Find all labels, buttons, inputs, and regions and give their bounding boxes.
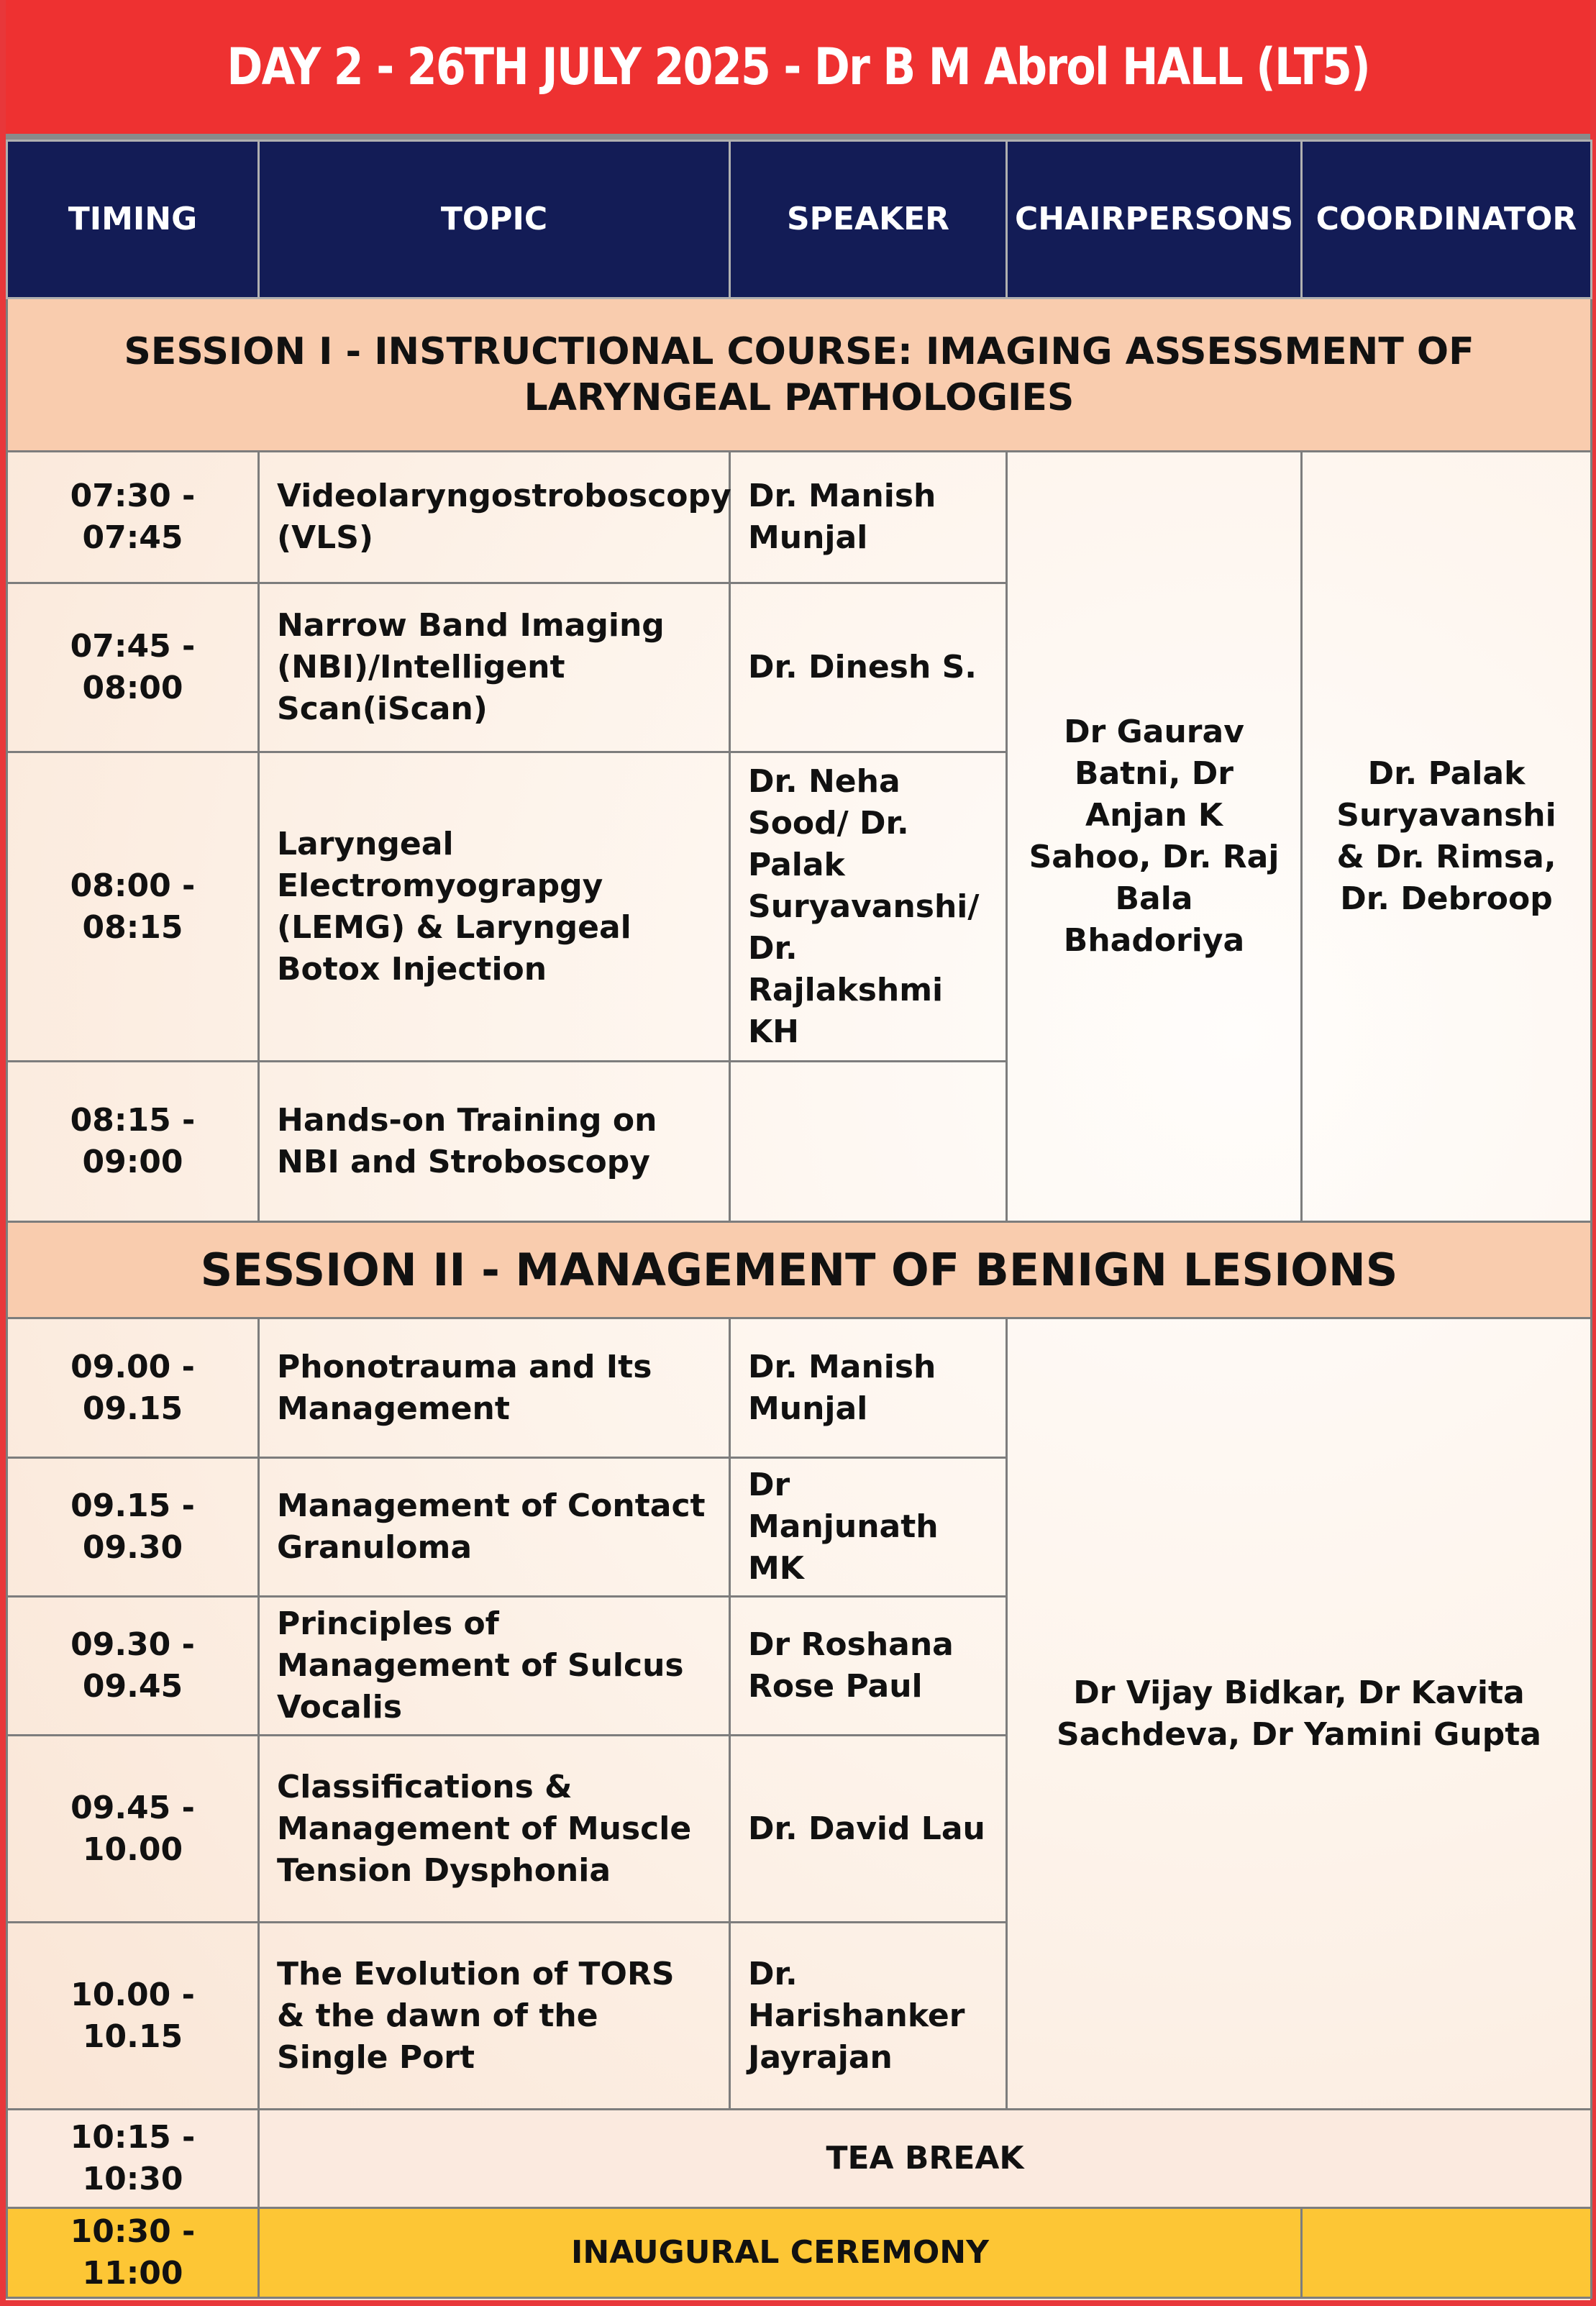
speaker-cell: Dr. Manish Munjal xyxy=(730,1318,1007,1458)
session-title: SESSION I - INSTRUCTIONAL COURSE: IMAGING ASSESSMENT OF LARYNGEAL PATHOLOGIES xyxy=(7,298,1592,452)
inaugural-label: INAUGURAL CEREMONY xyxy=(259,2208,1302,2298)
time-cell: 09.45 - 10.00 xyxy=(7,1736,259,1923)
speaker-cell: Dr. Manish Munjal xyxy=(730,452,1007,583)
time-cell: 09.30 - 09.45 xyxy=(7,1597,259,1736)
speaker-cell: Dr. David Lau xyxy=(730,1736,1007,1923)
column-header-timing: TIMING xyxy=(7,141,259,298)
speaker-cell: Dr Manjunath MK xyxy=(730,1458,1007,1597)
schedule-table xyxy=(6,140,1592,2299)
topic-cell: Hands-on Training on NBI and Stroboscopy xyxy=(259,1062,730,1222)
column-header-topic: TOPIC xyxy=(259,141,730,298)
column-header-coordinator: COORDINATOR xyxy=(1302,141,1592,298)
speaker-cell xyxy=(730,1062,1007,1222)
time-cell: 07:45 - 08:00 xyxy=(7,583,259,752)
divider xyxy=(6,134,1590,140)
table-row xyxy=(7,1318,1592,1458)
time-cell: 10.00 - 10.15 xyxy=(7,1923,259,2110)
page-title: DAY 2 - 26TH JULY 2025 - Dr B M Abrol HALL (LT5) xyxy=(227,37,1369,96)
time-cell: 10:30 - 11:00 xyxy=(7,2208,259,2298)
topic-cell: Management of Contact Granuloma xyxy=(259,1458,730,1597)
day-banner xyxy=(6,0,1590,134)
topic-cell: Narrow Band Imaging (NBI)/Intelligent Scan(iScan) xyxy=(259,583,730,752)
topic-cell: Videolaryngostroboscopy (VLS) xyxy=(259,452,730,583)
column-header-row xyxy=(7,141,1592,298)
speaker-cell: Dr. Dinesh S. xyxy=(730,583,1007,752)
session-row xyxy=(7,298,1592,452)
coordinator-cell: Dr. Palak Suryavanshi & Dr. Rimsa, Dr. Debroop xyxy=(1302,452,1592,1222)
schedule-page xyxy=(6,0,1590,2300)
speaker-cell: Dr Roshana Rose Paul xyxy=(730,1597,1007,1736)
speaker-cell: Dr. Neha Sood/ Dr. Palak Suryavanshi/ Dr. Rajlakshmi KH xyxy=(730,752,1007,1062)
topic-cell: Phonotrauma and Its Management xyxy=(259,1318,730,1458)
tea-break-label: TEA BREAK xyxy=(259,2110,1592,2208)
topic-cell: Laryngeal Electromyograpgy (LEMG) & Laryngeal Botox Injection xyxy=(259,752,730,1062)
speaker-cell: Dr. Harishanker Jayrajan xyxy=(730,1923,1007,2110)
chairpersons-cell: Dr Vijay Bidkar, Dr Kavita Sachdeva, Dr Yamini Gupta xyxy=(1007,1318,1592,2110)
time-cell: 08:15 - 09:00 xyxy=(7,1062,259,1222)
tea-break-row xyxy=(7,2110,1592,2208)
time-cell: 10:15 - 10:30 xyxy=(7,2110,259,2208)
chairpersons-cell: Dr Gaurav Batni, Dr Anjan K Sahoo, Dr. Raj Bala Bhadoriya xyxy=(1007,452,1302,1222)
column-header-speaker: SPEAKER xyxy=(730,141,1007,298)
time-cell: 09.15 - 09.30 xyxy=(7,1458,259,1597)
time-cell: 08:00 - 08:15 xyxy=(7,752,259,1062)
inaugural-row xyxy=(7,2208,1592,2298)
session-row xyxy=(7,1222,1592,1318)
time-cell: 07:30 - 07:45 xyxy=(7,452,259,583)
column-header-chairpersons: CHAIRPERSONS xyxy=(1007,141,1302,298)
time-cell: 09.00 - 09.15 xyxy=(7,1318,259,1458)
empty-cell xyxy=(1302,2208,1592,2298)
topic-cell: Classifications & Management of Muscle Tension Dysphonia xyxy=(259,1736,730,1923)
topic-cell: The Evolution of TORS & the dawn of the Single Port xyxy=(259,1923,730,2110)
session-title: SESSION II - MANAGEMENT OF BENIGN LESIONS xyxy=(7,1222,1592,1318)
topic-cell: Principles of Management of Sulcus Vocalis xyxy=(259,1597,730,1736)
table-row xyxy=(7,452,1592,583)
